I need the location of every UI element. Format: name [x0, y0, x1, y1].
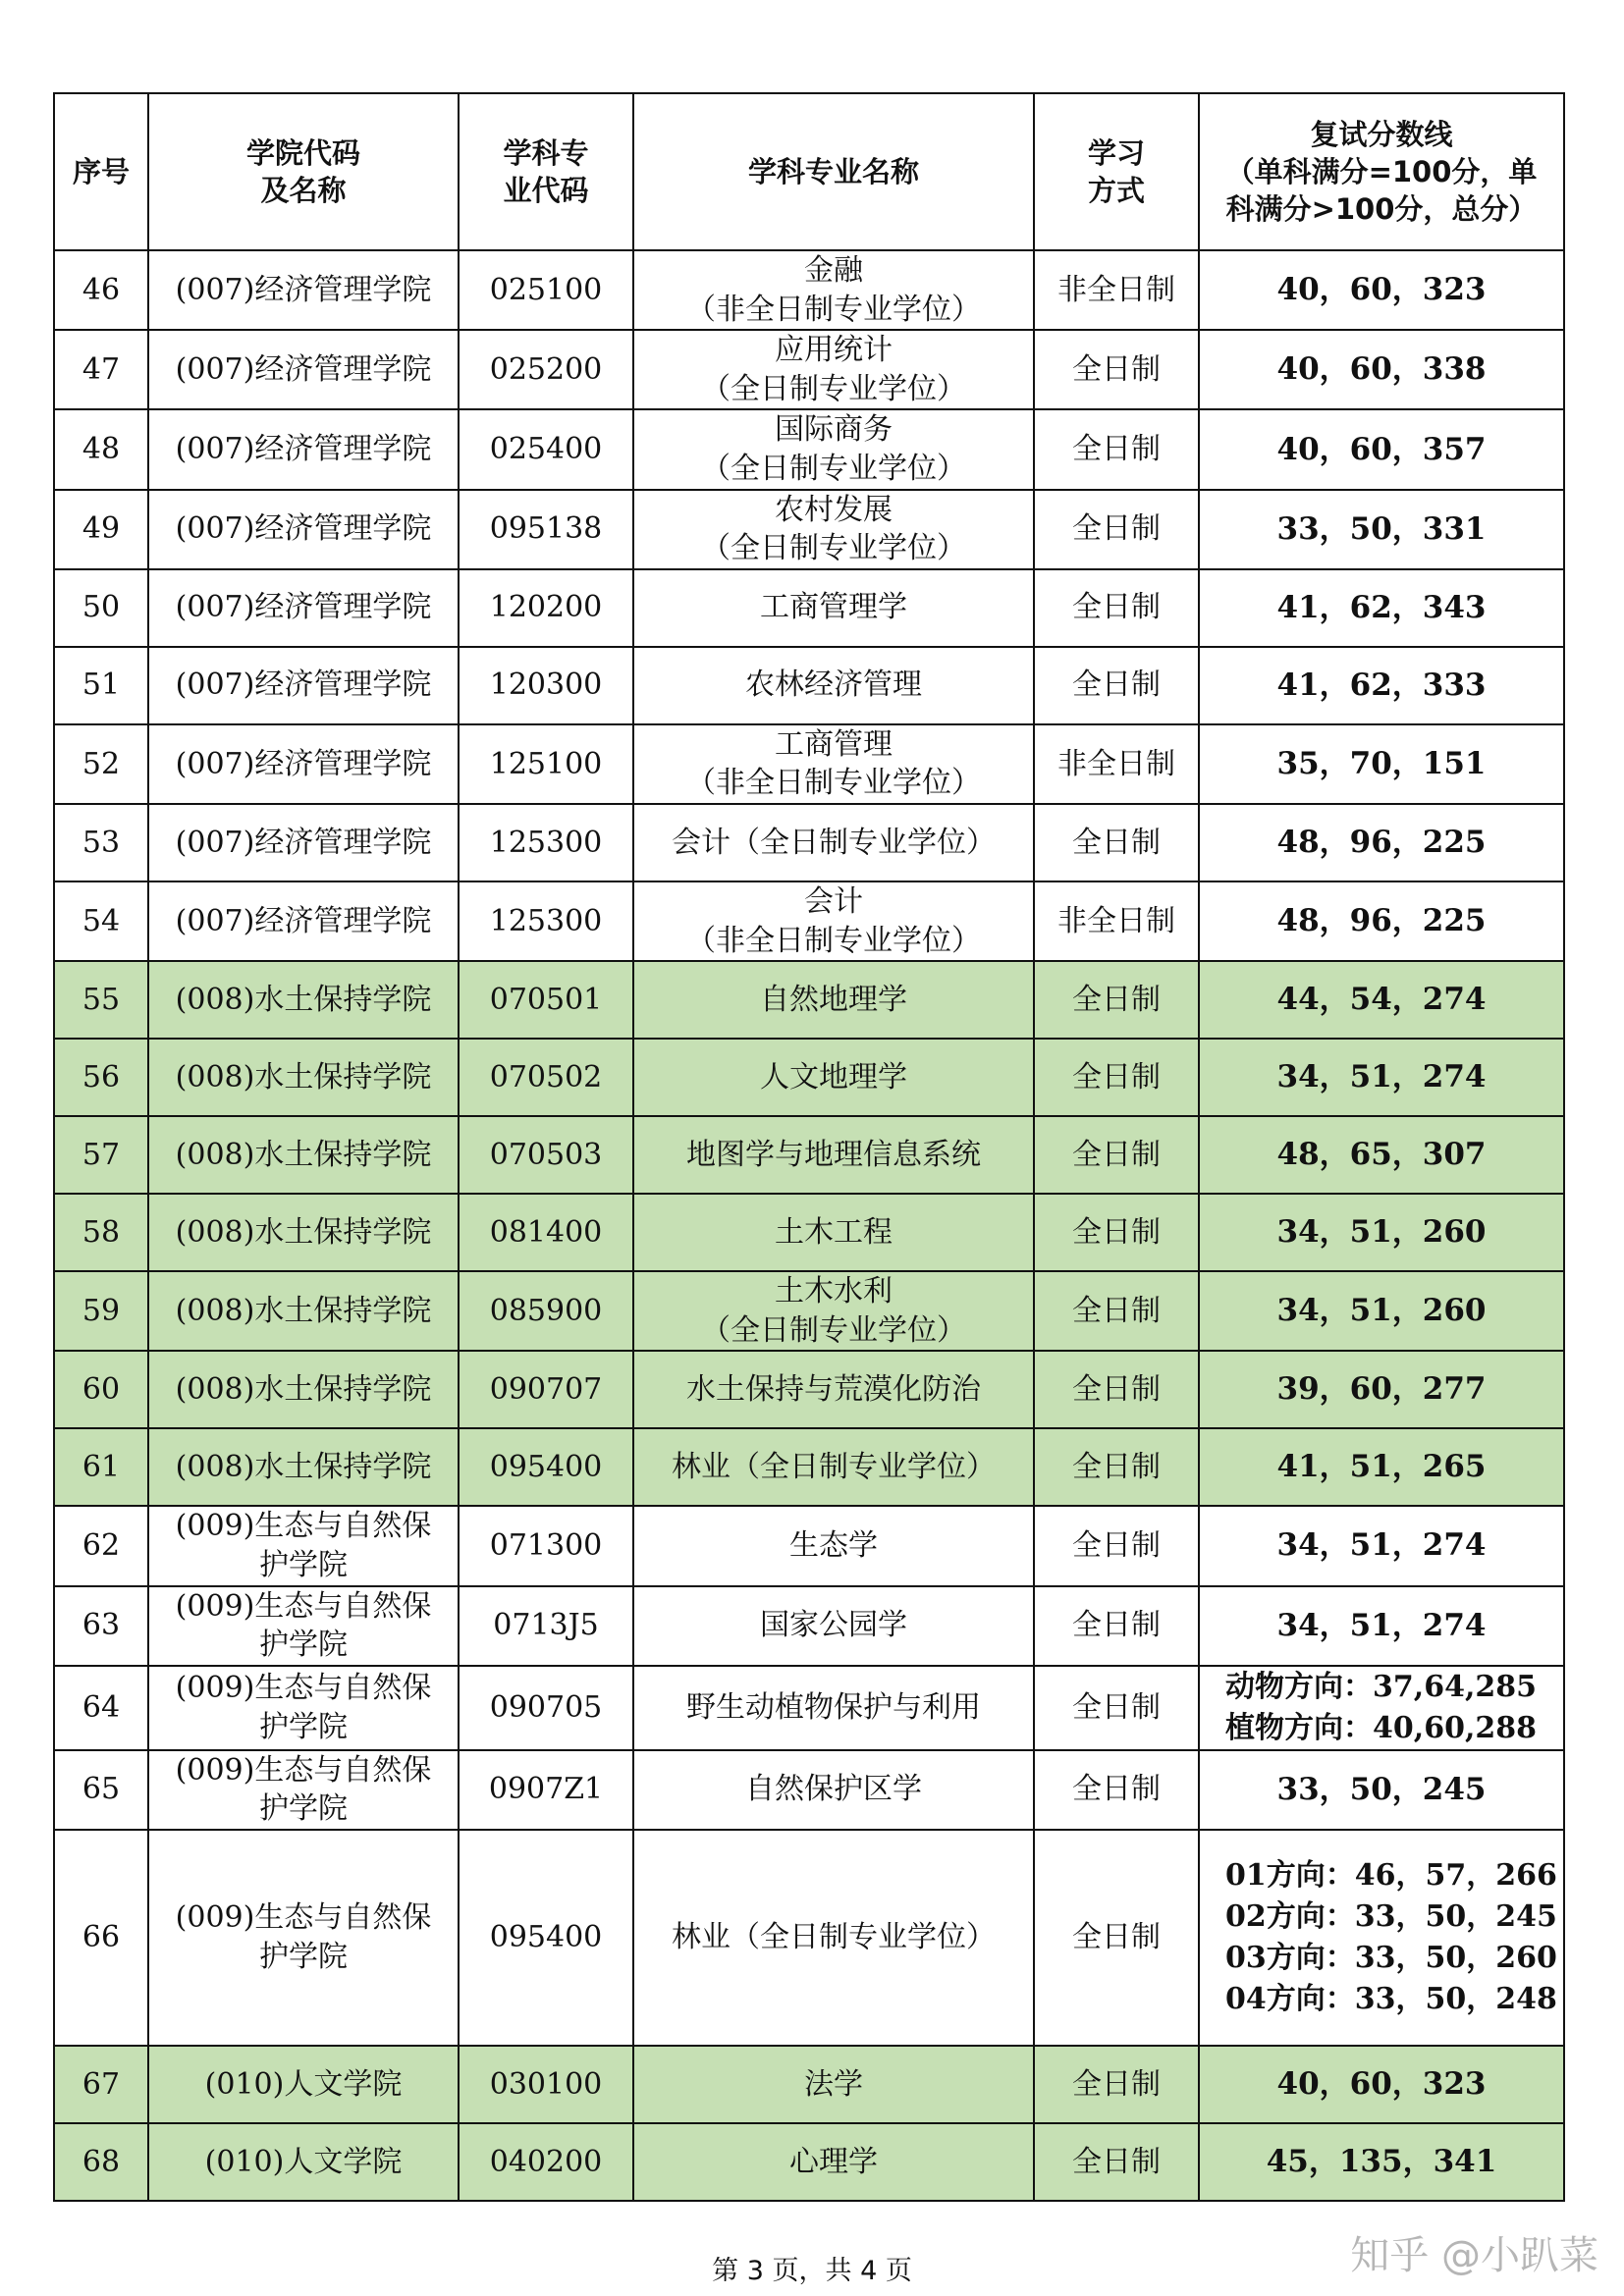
cell-major: 土木工程 [633, 1194, 1034, 1271]
cell-score: 41，51，265 [1199, 1428, 1564, 1506]
cell-seq: 58 [54, 1194, 148, 1271]
header-mode: 学习 方式 [1034, 93, 1199, 250]
cell-seq: 52 [54, 724, 148, 804]
cell-seq: 53 [54, 804, 148, 881]
cell-seq: 62 [54, 1506, 148, 1585]
cell-mode: 全日制 [1034, 1750, 1199, 1830]
cell-mode: 全日制 [1034, 409, 1199, 489]
header-college: 学院代码 及名称 [148, 93, 459, 250]
cell-college: (007)经济管理学院 [148, 490, 459, 569]
cell-college: (008)水土保持学院 [148, 1116, 459, 1194]
table-row [54, 1750, 1564, 1830]
cell-score: 34，51，274 [1199, 1506, 1564, 1585]
cell-score: 39，60，277 [1199, 1351, 1564, 1428]
cell-code: 030100 [459, 2046, 633, 2123]
cell-score: 40，60，323 [1199, 2046, 1564, 2123]
cell-mode: 全日制 [1034, 330, 1199, 409]
cell-mode: 全日制 [1034, 1666, 1199, 1750]
cell-mode: 全日制 [1034, 1194, 1199, 1271]
cell-mode: 全日制 [1034, 647, 1199, 724]
cell-code: 095138 [459, 490, 633, 569]
cell-mode: 非全日制 [1034, 724, 1199, 804]
cell-major: 心理学 [633, 2123, 1034, 2201]
cell-code: 071300 [459, 1506, 633, 1585]
table-row [54, 1039, 1564, 1116]
page-footer: 第 3 页，共 4 页 [712, 2256, 912, 2286]
table-row [54, 804, 1564, 881]
cell-score: 48，96，225 [1199, 804, 1564, 881]
table-row [54, 724, 1564, 804]
cell-code: 0713J5 [459, 1586, 633, 1666]
cell-college: (007)经济管理学院 [148, 569, 459, 647]
cell-college: (009)生态与自然保 护学院 [148, 1750, 459, 1830]
cell-college: (010)人文学院 [148, 2046, 459, 2123]
cell-major: 应用统计 （全日制专业学位） [633, 330, 1034, 409]
cell-score: 40，60，357 [1199, 409, 1564, 489]
cell-college: (007)经济管理学院 [148, 409, 459, 489]
cell-code: 025100 [459, 250, 633, 330]
cell-seq: 68 [54, 2123, 148, 2201]
cell-college: (008)水土保持学院 [148, 1039, 459, 1116]
table-row [54, 1666, 1564, 1750]
header-row [54, 93, 1564, 250]
cell-college: (007)经济管理学院 [148, 881, 459, 961]
cell-code: 125100 [459, 724, 633, 804]
cell-mode: 全日制 [1034, 1830, 1199, 2046]
table-row [54, 1428, 1564, 1506]
cell-college: (008)水土保持学院 [148, 1428, 459, 1506]
cell-mode: 全日制 [1034, 1039, 1199, 1116]
cell-college: (008)水土保持学院 [148, 1271, 459, 1351]
cell-college: (007)经济管理学院 [148, 330, 459, 409]
header-major: 学科专业名称 [633, 93, 1034, 250]
table-row [54, 881, 1564, 961]
watermark: 知乎 @小趴菜 [1350, 2233, 1598, 2278]
cell-seq: 61 [54, 1428, 148, 1506]
cell-score: 41，62，333 [1199, 647, 1564, 724]
cell-score: 01方向：46，57，266 02方向：33，50，245 03方向：33，50，260 04方向：33，50，248 [1199, 1830, 1564, 2046]
cell-seq: 66 [54, 1830, 148, 2046]
cell-mode: 全日制 [1034, 1586, 1199, 1666]
cell-code: 120300 [459, 647, 633, 724]
table-row [54, 961, 1564, 1039]
cell-seq: 60 [54, 1351, 148, 1428]
cell-mode: 全日制 [1034, 1428, 1199, 1506]
cell-seq: 47 [54, 330, 148, 409]
cell-code: 070501 [459, 961, 633, 1039]
table-row [54, 647, 1564, 724]
cell-mode: 全日制 [1034, 2046, 1199, 2123]
cell-mode: 非全日制 [1034, 881, 1199, 961]
cell-college: (008)水土保持学院 [148, 1194, 459, 1271]
cell-code: 070503 [459, 1116, 633, 1194]
cell-code: 040200 [459, 2123, 633, 2201]
cell-code: 085900 [459, 1271, 633, 1351]
cell-score: 40，60，338 [1199, 330, 1564, 409]
cell-score: 动物方向：37,64,285 植物方向：40,60,288 [1199, 1666, 1564, 1750]
cell-major: 林业（全日制专业学位） [633, 1428, 1034, 1506]
cell-score: 44，54，274 [1199, 961, 1564, 1039]
cell-major: 水土保持与荒漠化防治 [633, 1351, 1034, 1428]
cell-code: 070502 [459, 1039, 633, 1116]
cell-score: 34，51，274 [1199, 1039, 1564, 1116]
cell-score: 33，50，331 [1199, 490, 1564, 569]
cell-code: 025200 [459, 330, 633, 409]
cell-major: 自然地理学 [633, 961, 1034, 1039]
cell-seq: 46 [54, 250, 148, 330]
cell-college: (008)水土保持学院 [148, 1351, 459, 1428]
table-row [54, 1830, 1564, 2046]
cell-major: 金融 （非全日制专业学位） [633, 250, 1034, 330]
cell-seq: 51 [54, 647, 148, 724]
cell-mode: 全日制 [1034, 1116, 1199, 1194]
cell-mode: 全日制 [1034, 2123, 1199, 2201]
header-score: 复试分数线 （单科满分=100分，单 科满分>100分，总分） [1199, 93, 1564, 250]
cell-major: 地图学与地理信息系统 [633, 1116, 1034, 1194]
cell-code: 125300 [459, 881, 633, 961]
table-row [54, 1506, 1564, 1585]
cell-major: 生态学 [633, 1506, 1034, 1585]
cell-college: (007)经济管理学院 [148, 250, 459, 330]
cell-mode: 全日制 [1034, 490, 1199, 569]
cell-code: 125300 [459, 804, 633, 881]
table-row [54, 409, 1564, 489]
cell-major: 法学 [633, 2046, 1034, 2123]
cell-major: 农村发展 （全日制专业学位） [633, 490, 1034, 569]
cell-seq: 48 [54, 409, 148, 489]
cell-college: (010)人文学院 [148, 2123, 459, 2201]
cell-code: 095400 [459, 1830, 633, 2046]
cell-major: 土木水利 （全日制专业学位） [633, 1271, 1034, 1351]
cell-code: 090705 [459, 1666, 633, 1750]
table-row [54, 569, 1564, 647]
cell-seq: 65 [54, 1750, 148, 1830]
cell-score: 40，60，323 [1199, 250, 1564, 330]
cell-code: 081400 [459, 1194, 633, 1271]
cell-college: (009)生态与自然保 护学院 [148, 1586, 459, 1666]
cell-major: 会计 （非全日制专业学位） [633, 881, 1034, 961]
header-seq: 序号 [54, 93, 148, 250]
cell-seq: 55 [54, 961, 148, 1039]
table-row [54, 2046, 1564, 2123]
cell-mode: 非全日制 [1034, 250, 1199, 330]
cell-mode: 全日制 [1034, 804, 1199, 881]
cell-mode: 全日制 [1034, 1271, 1199, 1351]
table-row [54, 1116, 1564, 1194]
cell-major: 国家公园学 [633, 1586, 1034, 1666]
cell-score: 45，135，341 [1199, 2123, 1564, 2201]
cell-major: 国际商务 （全日制专业学位） [633, 409, 1034, 489]
cell-mode: 全日制 [1034, 569, 1199, 647]
cell-seq: 67 [54, 2046, 148, 2123]
cell-score: 35，70，151 [1199, 724, 1564, 804]
cell-mode: 全日制 [1034, 1351, 1199, 1428]
cell-score: 41，62，343 [1199, 569, 1564, 647]
cell-college: (007)经济管理学院 [148, 647, 459, 724]
table-row [54, 1351, 1564, 1428]
cell-major: 自然保护区学 [633, 1750, 1034, 1830]
cell-code: 025400 [459, 409, 633, 489]
cell-college: (007)经济管理学院 [148, 804, 459, 881]
cell-major: 野生动植物保护与利用 [633, 1666, 1034, 1750]
cell-seq: 57 [54, 1116, 148, 1194]
cell-mode: 全日制 [1034, 1506, 1199, 1585]
cell-college: (008)水土保持学院 [148, 961, 459, 1039]
cell-seq: 59 [54, 1271, 148, 1351]
cell-score: 34，51，260 [1199, 1194, 1564, 1271]
cell-major: 会计（全日制专业学位） [633, 804, 1034, 881]
cell-score: 34，51，274 [1199, 1586, 1564, 1666]
cutoff-score-table [53, 92, 1565, 2202]
cell-college: (007)经济管理学院 [148, 724, 459, 804]
cell-mode: 全日制 [1034, 961, 1199, 1039]
cell-code: 0907Z1 [459, 1750, 633, 1830]
cell-code: 090707 [459, 1351, 633, 1428]
table-row [54, 1586, 1564, 1666]
cell-seq: 56 [54, 1039, 148, 1116]
table-row [54, 250, 1564, 330]
cell-code: 120200 [459, 569, 633, 647]
cell-score: 48，65，307 [1199, 1116, 1564, 1194]
cell-seq: 50 [54, 569, 148, 647]
cell-seq: 54 [54, 881, 148, 961]
table-body [54, 250, 1564, 2201]
cell-major: 人文地理学 [633, 1039, 1034, 1116]
cell-college: (009)生态与自然保 护学院 [148, 1506, 459, 1585]
cell-score: 34，51，260 [1199, 1271, 1564, 1351]
cell-seq: 49 [54, 490, 148, 569]
cell-college: (009)生态与自然保 护学院 [148, 1830, 459, 2046]
header-code: 学科专 业代码 [459, 93, 633, 250]
cell-college: (009)生态与自然保 护学院 [148, 1666, 459, 1750]
table-row [54, 330, 1564, 409]
cell-score: 48，96，225 [1199, 881, 1564, 961]
cell-seq: 63 [54, 1586, 148, 1666]
cell-score: 33，50，245 [1199, 1750, 1564, 1830]
cell-seq: 64 [54, 1666, 148, 1750]
table-row [54, 490, 1564, 569]
table-row [54, 1194, 1564, 1271]
table-row [54, 1271, 1564, 1351]
table-row [54, 2123, 1564, 2201]
cell-major: 林业（全日制专业学位） [633, 1830, 1034, 2046]
cell-code: 095400 [459, 1428, 633, 1506]
cell-major: 工商管理 （非全日制专业学位） [633, 724, 1034, 804]
cell-major: 农林经济管理 [633, 647, 1034, 724]
cell-major: 工商管理学 [633, 569, 1034, 647]
